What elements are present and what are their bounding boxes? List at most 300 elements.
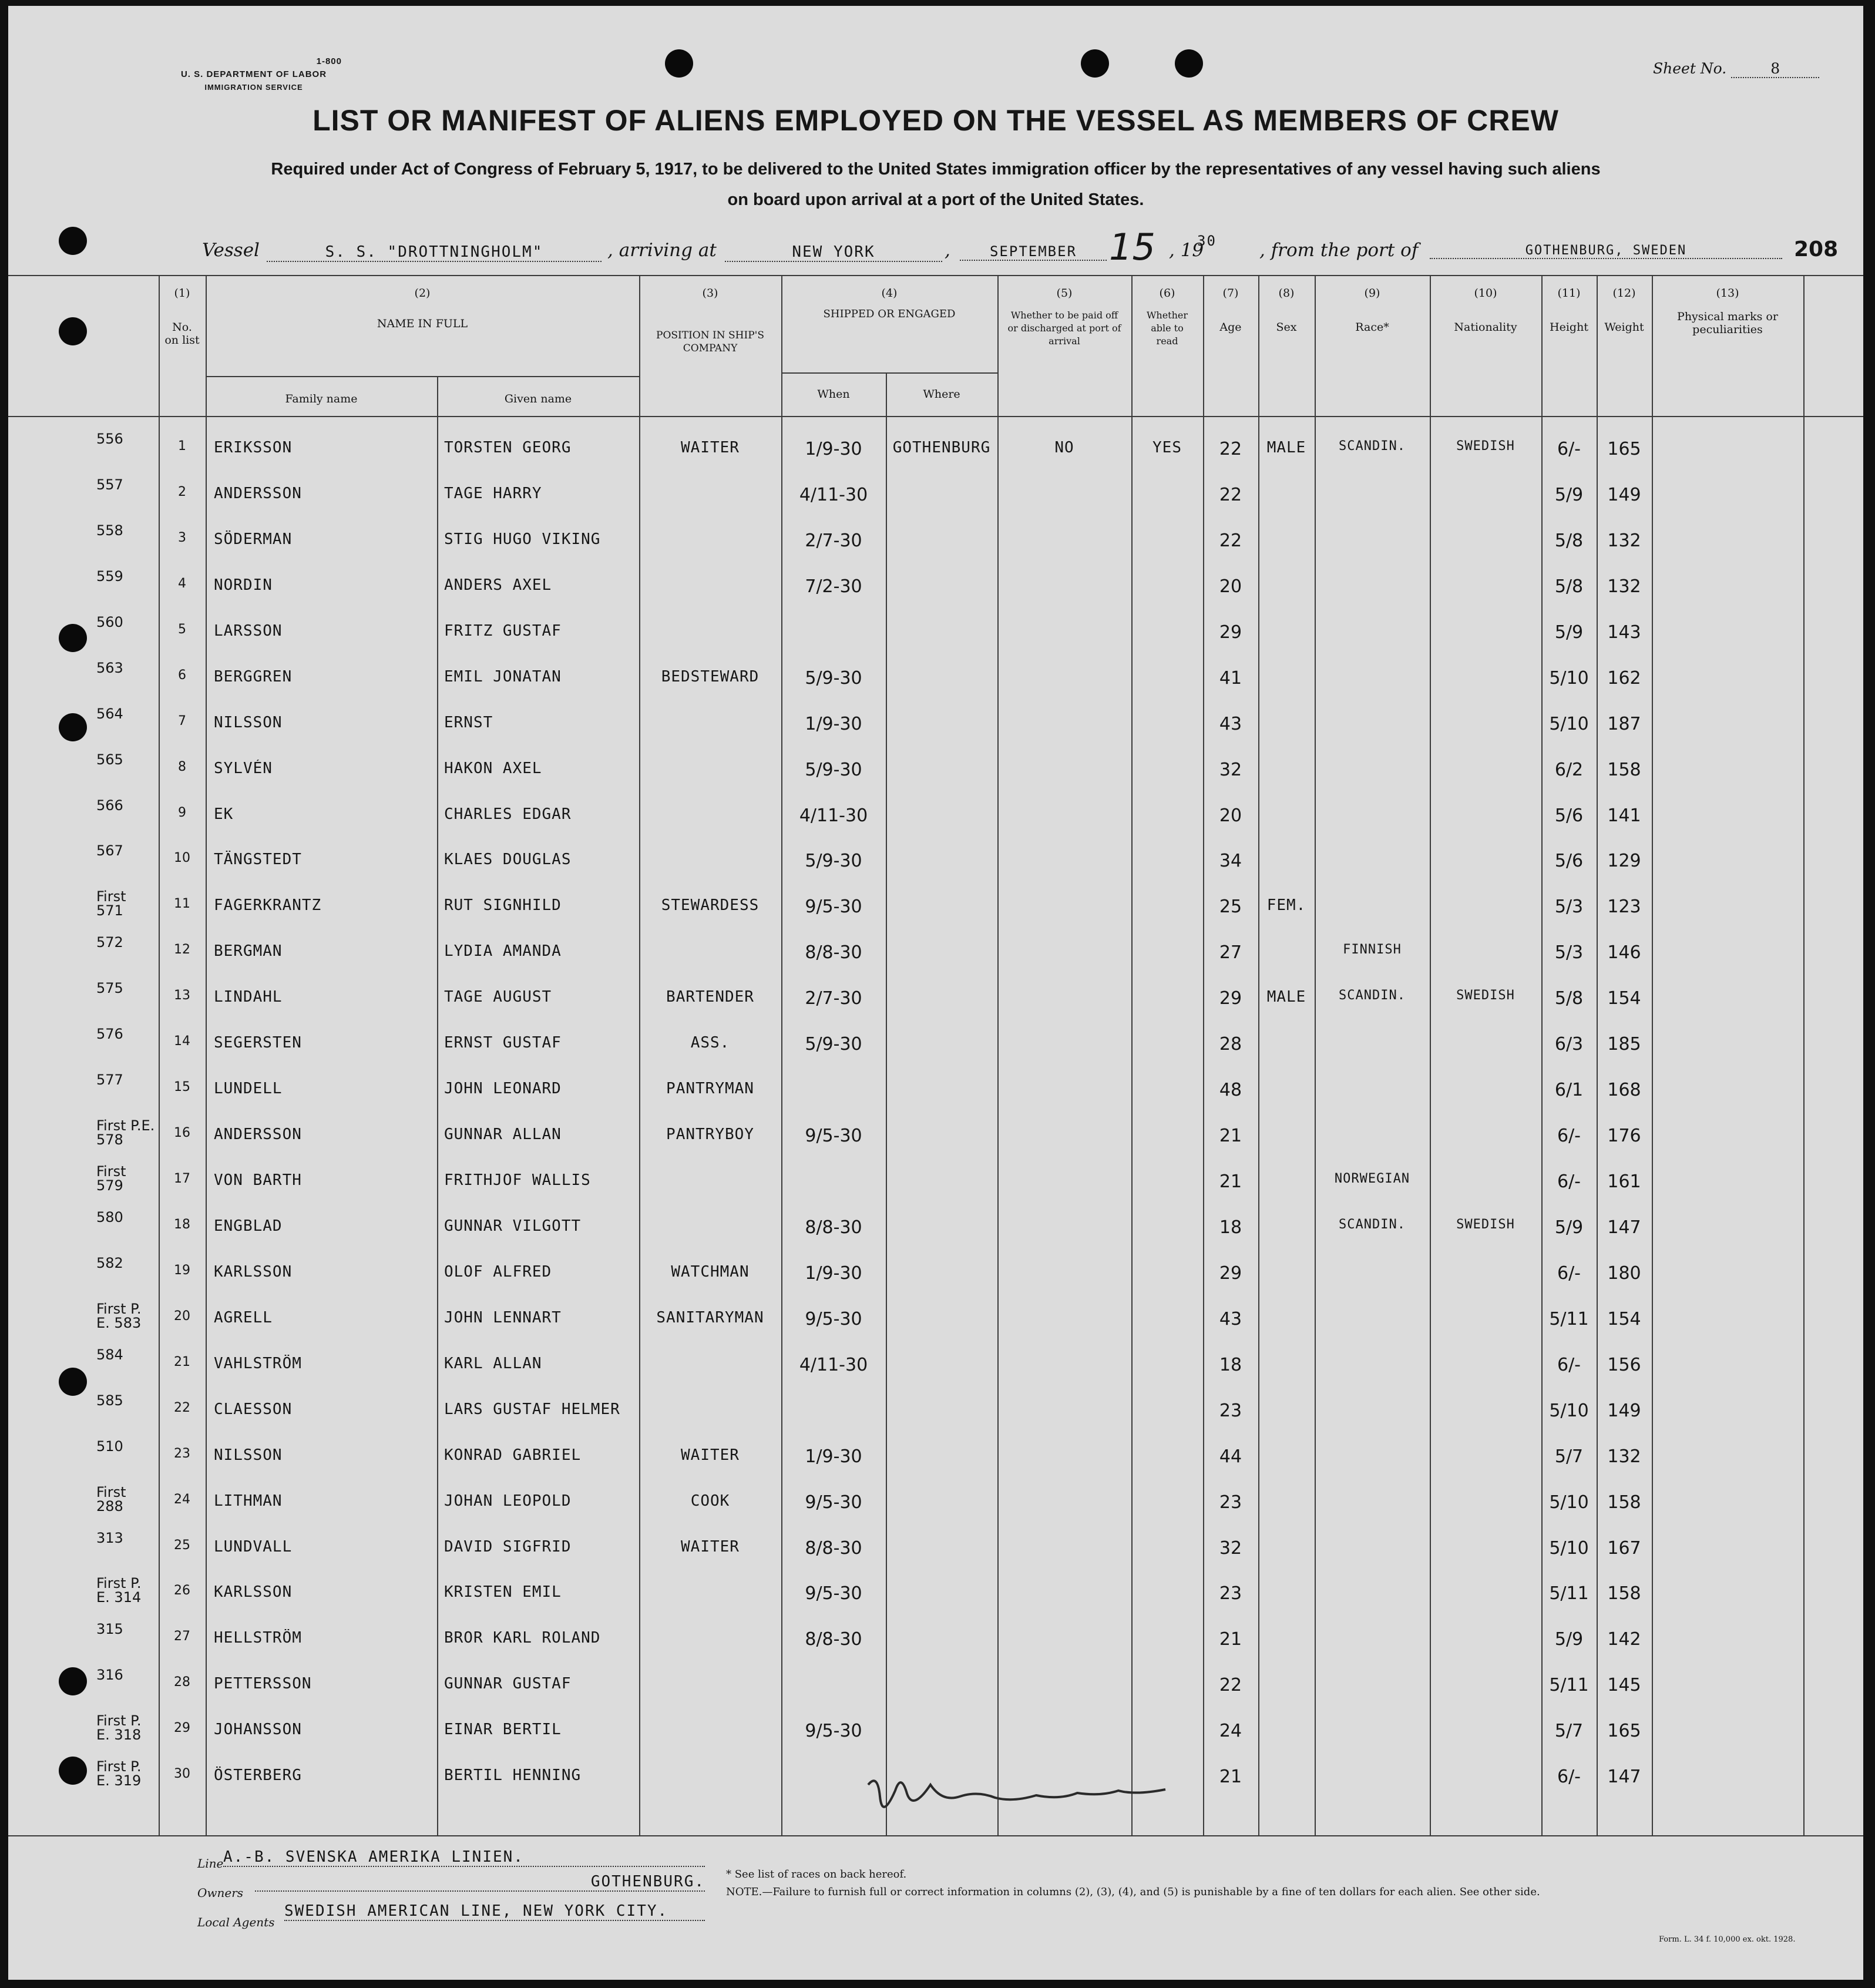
age: 21 xyxy=(1219,1171,1242,1193)
height: 5/8 xyxy=(1554,576,1584,597)
family-name: ENGBLAD xyxy=(214,1217,283,1235)
arriving-label: , arriving at xyxy=(607,240,717,261)
crew-table xyxy=(8,275,1863,1838)
family-name: LUNDELL xyxy=(214,1080,283,1098)
age: 23 xyxy=(1219,1400,1242,1421)
given-name: ERNST GUSTAF xyxy=(444,1034,562,1052)
given-name: KLAES DOUGLAS xyxy=(444,851,572,869)
col5-number: (5) xyxy=(1056,287,1073,300)
margin-number: 560 xyxy=(96,614,123,629)
height: 5/9 xyxy=(1554,485,1584,505)
age: 18 xyxy=(1219,1217,1242,1238)
given-name: OLOF ALFRED xyxy=(444,1262,552,1281)
owners-label: Owners xyxy=(197,1886,244,1900)
col11-header xyxy=(1541,287,1597,334)
col12-number: (12) xyxy=(1612,287,1636,300)
race: FINNISH xyxy=(1343,942,1402,958)
col11-number: (11) xyxy=(1557,287,1581,300)
table-row xyxy=(8,1255,1863,1307)
col3-number: (3) xyxy=(702,287,718,300)
weight: 129 xyxy=(1607,851,1641,872)
col6-label: Whether able to read xyxy=(1146,310,1188,347)
list-number: 23 xyxy=(174,1446,190,1461)
height: 5/6 xyxy=(1554,805,1584,826)
list-number: 10 xyxy=(174,851,190,866)
weight: 176 xyxy=(1607,1126,1641,1147)
shipped-when: 9/5-30 xyxy=(805,1583,862,1604)
weight: 145 xyxy=(1607,1675,1641,1696)
family-name: ANDERSSON xyxy=(214,1126,302,1144)
given-name: KARL ALLAN xyxy=(444,1354,542,1372)
form-reference: Form. L. 34 f. 10,000 ex. okt. 1928. xyxy=(1659,1935,1796,1944)
given-name: CHARLES EDGAR xyxy=(444,805,572,823)
age: 23 xyxy=(1219,1492,1242,1513)
margin-number: First P. E. 318 xyxy=(96,1714,142,1742)
list-number: 22 xyxy=(174,1400,190,1415)
table-row xyxy=(8,432,1863,482)
age: 24 xyxy=(1219,1721,1242,1742)
table-row xyxy=(8,1301,1863,1352)
agents-label: Local Agents xyxy=(197,1915,275,1929)
age: 25 xyxy=(1219,896,1242,918)
where-header: Where xyxy=(923,388,960,401)
col8-label: Sex xyxy=(1276,321,1297,334)
list-number: 27 xyxy=(174,1629,190,1644)
family-name: LARSSON xyxy=(214,622,283,640)
nationality: SWEDISH xyxy=(1456,988,1515,1003)
table-row xyxy=(8,1347,1863,1398)
position: STEWARDESS xyxy=(661,896,760,915)
list-number: 21 xyxy=(174,1354,190,1369)
table-row xyxy=(8,981,1863,1032)
weight: 141 xyxy=(1607,805,1641,826)
line-value: A.-B. SVENSKA AMERIKA LINIEN. xyxy=(223,1848,705,1867)
weight: 158 xyxy=(1607,1492,1641,1513)
nationality: SWEDISH xyxy=(1456,1217,1515,1232)
margin-number: 585 xyxy=(96,1393,123,1408)
position: WAITER xyxy=(681,1446,740,1464)
list-number: 20 xyxy=(174,1308,190,1324)
department-block xyxy=(142,55,365,94)
position: PANTRYMAN xyxy=(666,1080,754,1098)
crew-rows xyxy=(8,416,1863,1835)
shipped-when: 1/9-30 xyxy=(805,1446,862,1467)
shipped-when: 9/5-30 xyxy=(805,1492,862,1513)
position: PANTRYBOY xyxy=(666,1126,754,1144)
position: ASS. xyxy=(690,1034,730,1052)
races-note: * See list of races on back hereof. xyxy=(726,1868,907,1880)
height: 5/11 xyxy=(1549,1675,1589,1696)
height: 5/9 xyxy=(1554,1629,1584,1650)
margin-number: 572 xyxy=(96,935,123,950)
height: 5/3 xyxy=(1554,942,1584,963)
given-name: LYDIA AMANDA xyxy=(444,942,562,961)
height: 6/- xyxy=(1557,439,1581,460)
list-number: 17 xyxy=(174,1171,190,1187)
given-name: TORSTEN GEORG xyxy=(444,439,572,457)
family-name: ANDERSSON xyxy=(214,485,302,502)
weight: 167 xyxy=(1607,1537,1641,1559)
list-number: 6 xyxy=(178,667,186,683)
weight: 132 xyxy=(1607,576,1641,597)
col13-header xyxy=(1652,287,1803,336)
family-name: ERIKSSON xyxy=(214,439,293,457)
height: 5/10 xyxy=(1549,667,1589,689)
list-number: 24 xyxy=(174,1492,190,1507)
col9-header xyxy=(1315,287,1430,334)
position: BARTENDER xyxy=(666,988,754,1006)
age: 43 xyxy=(1219,713,1242,734)
age: 22 xyxy=(1219,530,1242,551)
family-name: LUNDVALL xyxy=(214,1537,293,1556)
position: COOK xyxy=(690,1492,730,1510)
vessel-label: Vessel xyxy=(202,240,260,261)
position: SANITARYMAN xyxy=(656,1308,764,1327)
col4-number: (4) xyxy=(881,287,898,300)
table-row xyxy=(8,1530,1863,1581)
table-row xyxy=(8,1439,1863,1490)
age: 18 xyxy=(1219,1354,1242,1375)
table-row xyxy=(8,569,1863,620)
given-name: GUNNAR ALLAN xyxy=(444,1126,562,1144)
height: 6/3 xyxy=(1554,1034,1584,1055)
family-name: NILSSON xyxy=(214,1446,283,1464)
margin-number: 580 xyxy=(96,1210,123,1224)
table-row xyxy=(8,1027,1863,1077)
margin-number: 559 xyxy=(96,569,123,583)
shipped-when: 4/11-30 xyxy=(799,1354,868,1375)
weight: 187 xyxy=(1607,713,1641,734)
table-row xyxy=(8,706,1863,757)
height: 5/8 xyxy=(1554,988,1584,1009)
position: WAITER xyxy=(681,1537,740,1556)
race: SCANDIN. xyxy=(1339,988,1406,1003)
age: 43 xyxy=(1219,1308,1242,1329)
margin-number: 563 xyxy=(96,660,123,675)
height: 5/3 xyxy=(1554,896,1584,918)
margin-number: First P. E. 314 xyxy=(96,1576,142,1605)
weight: 161 xyxy=(1607,1171,1641,1193)
shipped-when: 1/9-30 xyxy=(805,1262,862,1284)
family-name: BERGMAN xyxy=(214,942,283,961)
list-number: 14 xyxy=(174,1034,190,1049)
height: 5/6 xyxy=(1554,851,1584,872)
table-row xyxy=(8,523,1863,574)
shipped-when: 5/9-30 xyxy=(805,851,862,872)
shipped-when: 9/5-30 xyxy=(805,896,862,918)
col13-label: Physical marks or peculiarities xyxy=(1677,310,1778,336)
given-name: DAVID SIGFRID xyxy=(444,1537,572,1556)
given-name: KONRAD GABRIEL xyxy=(444,1446,582,1464)
family-name: SÖDERMAN xyxy=(214,530,293,548)
from-label: , from the port of xyxy=(1259,240,1419,261)
height: 5/10 xyxy=(1549,713,1589,734)
given-name: BERTIL HENNING xyxy=(444,1767,582,1785)
sheet-label: Sheet No. xyxy=(1653,60,1727,77)
list-number: 2 xyxy=(178,485,186,499)
given-name: LARS GUSTAF HELMER xyxy=(444,1400,620,1418)
age: 21 xyxy=(1219,1629,1242,1650)
weight: 143 xyxy=(1607,622,1641,643)
table-row xyxy=(8,935,1863,986)
col5-header xyxy=(997,287,1131,348)
punch-hole xyxy=(665,49,693,78)
height: 5/11 xyxy=(1549,1308,1589,1329)
family-name: SYLVÉN xyxy=(214,759,273,777)
table-row xyxy=(8,614,1863,666)
age: 32 xyxy=(1219,759,1242,780)
sex: MALE xyxy=(1266,988,1306,1006)
weight: 147 xyxy=(1607,1767,1641,1788)
family-name: BERGGREN xyxy=(214,667,293,686)
shipped-when: 8/8-30 xyxy=(805,942,862,963)
list-number: 15 xyxy=(174,1080,190,1095)
age: 28 xyxy=(1219,1034,1242,1055)
age: 20 xyxy=(1219,576,1242,597)
given-name: TAGE HARRY xyxy=(444,485,542,502)
arrival-day: 15 xyxy=(1109,226,1155,268)
comma: , xyxy=(945,240,950,261)
age: 27 xyxy=(1219,942,1242,963)
given-name: JOHAN LEOPOLD xyxy=(444,1492,572,1510)
family-name: VAHLSTRÖM xyxy=(214,1354,302,1372)
list-number: 1 xyxy=(178,439,186,454)
height: 5/9 xyxy=(1554,1217,1584,1238)
col2-label: NAME IN FULL xyxy=(377,317,468,330)
signature xyxy=(860,1761,1189,1826)
col6-header xyxy=(1131,287,1203,348)
margin-number: First 288 xyxy=(96,1485,126,1513)
margin-number: 557 xyxy=(96,478,123,492)
margin-number: First P.E. 578 xyxy=(96,1119,155,1147)
given-name: EMIL JONATAN xyxy=(444,667,562,686)
col1-number: (1) xyxy=(174,287,190,300)
stamp-number: 208 xyxy=(1794,237,1839,261)
family-name: TÄNGSTEDT xyxy=(214,851,302,869)
col12-header xyxy=(1597,287,1652,334)
weight: 158 xyxy=(1607,759,1641,780)
margin-number: 575 xyxy=(96,981,123,996)
margin-number: First P. E. 583 xyxy=(96,1301,142,1330)
age: 22 xyxy=(1219,439,1242,460)
list-number: 26 xyxy=(174,1583,190,1599)
table-row xyxy=(8,660,1863,711)
when-header: When xyxy=(817,388,850,401)
position: WAITER xyxy=(681,439,740,457)
weight: 168 xyxy=(1607,1080,1641,1101)
weight: 185 xyxy=(1607,1034,1641,1055)
list-number: 8 xyxy=(178,759,186,774)
margin-number: 566 xyxy=(96,798,123,812)
given-name: ERNST xyxy=(444,713,493,731)
line-label: Line xyxy=(197,1856,224,1871)
owners-value: GOTHENBURG. xyxy=(255,1873,705,1892)
page-title: LIST OR MANIFEST OF ALIENS EMPLOYED ON THE VESSEL AS MEMBERS OF CREW xyxy=(312,104,1559,137)
margin-number: 584 xyxy=(96,1347,123,1362)
race: SCANDIN. xyxy=(1339,439,1406,454)
shipped-when: 5/9-30 xyxy=(805,1034,862,1055)
list-number: 16 xyxy=(174,1126,190,1141)
page-subtitle-line1: Required under Act of Congress of February 5, 1917, to be delivered to the United States immigration officer by the representatives of any vessel having such aliens xyxy=(271,160,1601,179)
shipped-when: 8/8-30 xyxy=(805,1629,862,1650)
table-row xyxy=(8,1164,1863,1215)
weight: 132 xyxy=(1607,1446,1641,1467)
vessel-line xyxy=(8,226,1863,270)
height: 6/- xyxy=(1557,1354,1581,1375)
height: 6/2 xyxy=(1554,759,1584,780)
family-name: EK xyxy=(214,805,234,823)
table-row xyxy=(8,1210,1863,1261)
col11-label: Height xyxy=(1550,321,1588,334)
col3-label: POSITION IN SHIP'S COMPANY xyxy=(656,330,764,354)
col3-header xyxy=(639,287,781,355)
list-number: 9 xyxy=(178,805,186,820)
list-number: 29 xyxy=(174,1721,190,1736)
height: 5/8 xyxy=(1554,530,1584,551)
shipped-when: 7/2-30 xyxy=(805,576,862,597)
list-number: 13 xyxy=(174,988,190,1003)
shipped-when: 9/5-30 xyxy=(805,1721,862,1742)
margin-number: 556 xyxy=(96,432,123,446)
col7-number: (7) xyxy=(1222,287,1239,300)
nationality: SWEDISH xyxy=(1456,439,1515,454)
height: 5/10 xyxy=(1549,1537,1589,1559)
table-row xyxy=(8,1119,1863,1169)
sheet-value: 8 xyxy=(1731,60,1819,78)
form-number: 1-800 xyxy=(316,56,342,66)
shipped-when: 2/7-30 xyxy=(805,988,862,1009)
sex: MALE xyxy=(1266,439,1306,457)
col1-header xyxy=(159,287,206,347)
weight: 154 xyxy=(1607,988,1641,1009)
col5-label: Whether to be paid off or discharged at port of arrival xyxy=(1007,310,1121,347)
col9-number: (9) xyxy=(1364,287,1380,300)
arrival-port: NEW YORK xyxy=(725,243,942,262)
col12-label: Weight xyxy=(1604,321,1644,334)
given-name: ANDERS AXEL xyxy=(444,576,552,594)
weight: 147 xyxy=(1607,1217,1641,1238)
able-to-read: YES xyxy=(1152,439,1182,457)
given-name: RUT SIGNHILD xyxy=(444,896,562,915)
given-name: FRITZ GUSTAF xyxy=(444,622,562,640)
race: SCANDIN. xyxy=(1339,1217,1406,1232)
family-name: VON BARTH xyxy=(214,1171,302,1190)
table-row xyxy=(8,844,1863,894)
footer xyxy=(8,1843,1863,1980)
list-number: 25 xyxy=(174,1537,190,1553)
given-name: JOHN LEONARD xyxy=(444,1080,562,1098)
family-name: NORDIN xyxy=(214,576,273,594)
age: 29 xyxy=(1219,622,1242,643)
given-name: KRISTEN EMIL xyxy=(444,1583,562,1601)
manifest-sheet xyxy=(8,6,1863,1980)
weight: 149 xyxy=(1607,1400,1641,1421)
age: 22 xyxy=(1219,485,1242,505)
weight: 156 xyxy=(1607,1354,1641,1375)
weight: 146 xyxy=(1607,942,1641,963)
age: 20 xyxy=(1219,805,1242,826)
margin-number: 564 xyxy=(96,706,123,721)
table-row xyxy=(8,889,1863,940)
punch-hole xyxy=(1081,49,1109,78)
margin-number: 510 xyxy=(96,1439,123,1453)
agents-value: SWEDISH AMERICAN LINE, NEW YORK CITY. xyxy=(284,1902,705,1921)
sheet-number xyxy=(1653,60,1819,78)
height: 5/11 xyxy=(1549,1583,1589,1604)
list-number: 18 xyxy=(174,1217,190,1232)
family-name: KARLSSON xyxy=(214,1262,293,1281)
col9-label: Race* xyxy=(1355,321,1389,334)
family-name: LITHMAN xyxy=(214,1492,283,1510)
given-name: GUNNAR GUSTAF xyxy=(444,1675,572,1693)
sex: FEM. xyxy=(1266,896,1306,915)
given-name: JOHN LENNART xyxy=(444,1308,562,1327)
family-name: JOHANSSON xyxy=(214,1721,302,1739)
margin-number: 558 xyxy=(96,523,123,538)
paid-off: NO xyxy=(1054,439,1074,457)
weight: 165 xyxy=(1607,439,1641,460)
shipped-when: 5/9-30 xyxy=(805,759,862,780)
year-label: , 19 xyxy=(1169,240,1204,261)
col10-number: (10) xyxy=(1474,287,1497,300)
margin-number: First 579 xyxy=(96,1164,126,1193)
position: WATCHMAN xyxy=(671,1262,750,1281)
given-name: STIG HUGO VIKING xyxy=(444,530,601,548)
family-name: FAGERKRANTZ xyxy=(214,896,322,915)
family-name: HELLSTRÖM xyxy=(214,1629,302,1647)
shipped-when: 8/8-30 xyxy=(805,1217,862,1238)
department-name: U. S. DEPARTMENT OF LABOR xyxy=(180,69,327,79)
age: 29 xyxy=(1219,1262,1242,1284)
age: 48 xyxy=(1219,1080,1242,1101)
race: NORWEGIAN xyxy=(1334,1171,1410,1187)
table-row xyxy=(8,1393,1863,1444)
col10-header xyxy=(1430,287,1541,334)
list-number: 12 xyxy=(174,942,190,958)
col7-header xyxy=(1203,287,1258,334)
weight: 158 xyxy=(1607,1583,1641,1604)
weight: 123 xyxy=(1607,896,1641,918)
height: 6/- xyxy=(1557,1171,1581,1193)
height: 5/9 xyxy=(1554,622,1584,643)
table-row xyxy=(8,1668,1863,1718)
shipped-when: 9/5-30 xyxy=(805,1126,862,1147)
table-row xyxy=(8,1576,1863,1627)
list-number: 19 xyxy=(174,1262,190,1278)
age: 23 xyxy=(1219,1583,1242,1604)
given-name: HAKON AXEL xyxy=(444,759,542,777)
margin-number: 567 xyxy=(96,844,123,858)
height: 5/7 xyxy=(1554,1721,1584,1742)
col7-label: Age xyxy=(1219,321,1242,334)
family-name: KARLSSON xyxy=(214,1583,293,1601)
shipped-when: 8/8-30 xyxy=(805,1537,862,1559)
age: 29 xyxy=(1219,988,1242,1009)
weight: 154 xyxy=(1607,1308,1641,1329)
list-number: 11 xyxy=(174,896,190,912)
table-row xyxy=(8,478,1863,528)
col2-number: (2) xyxy=(414,287,431,300)
height: 6/- xyxy=(1557,1262,1581,1284)
family-name: ÖSTERBERG xyxy=(214,1767,302,1785)
margin-number: 576 xyxy=(96,1027,123,1042)
shipped-when: 5/9-30 xyxy=(805,667,862,689)
page-subtitle-line2: on board upon arrival at a port of the United States. xyxy=(727,190,1144,209)
col8-header xyxy=(1258,287,1315,334)
age: 44 xyxy=(1219,1446,1242,1467)
col6-number: (6) xyxy=(1159,287,1175,300)
height: 5/10 xyxy=(1549,1400,1589,1421)
